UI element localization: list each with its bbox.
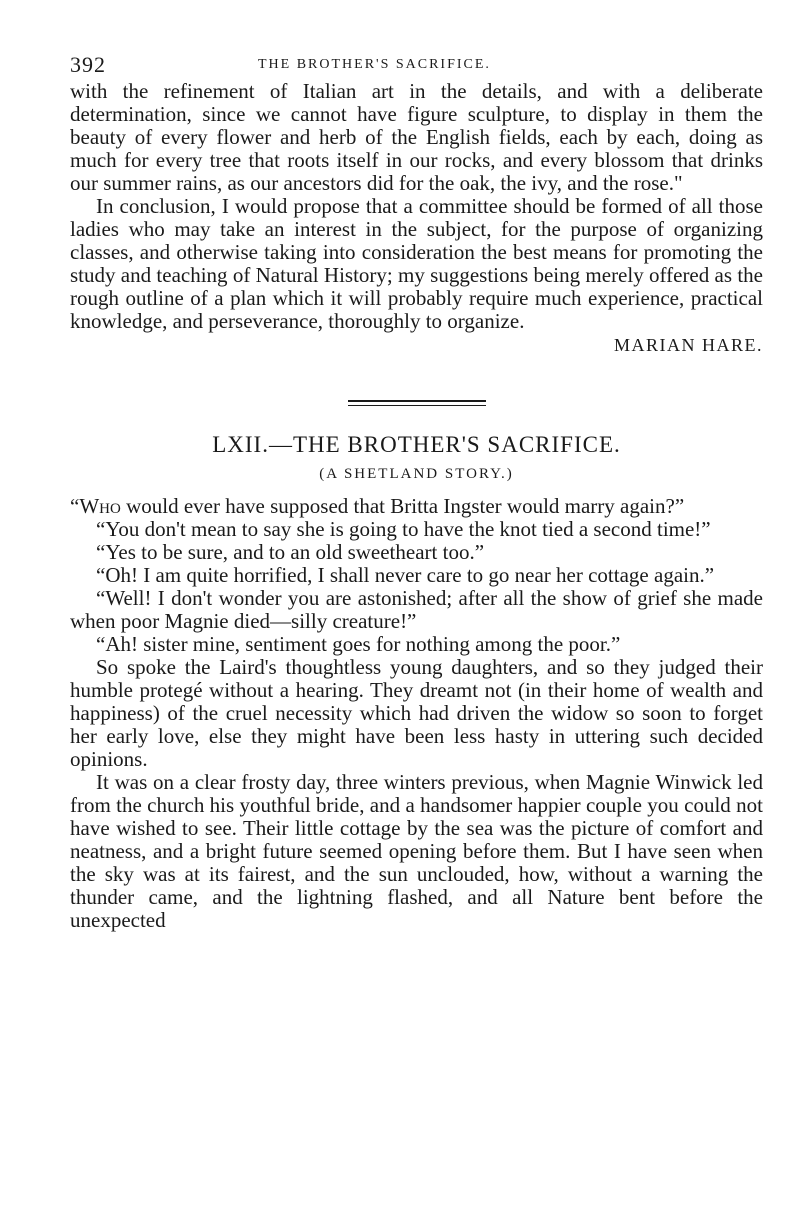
chapter-body	[70, 495, 763, 932]
section-divider	[348, 400, 486, 406]
chapter-paragraph: “You don't mean to say she is going to have the knot tied a second time!”	[96, 517, 711, 541]
chapter-paragraph: “Yes to be sure, and to an old sweetheart too.”	[96, 540, 485, 564]
first-paragraph-text: would ever have supposed that Britta Ingster would marry again?”	[120, 494, 685, 518]
running-title: THE BROTHER'S SACRIFICE.	[258, 57, 491, 72]
chapter-paragraph: So spoke the Laird's thoughtless young daughters, and so they judged their humble protegé without a hearing. They dreamt not (in their home of wealth and happiness) of the cruel necessity which had driven the widow so soon to forget her early love, else they might have been less hasty in uttering such decided opinions.	[70, 655, 763, 771]
chapter-paragraph	[70, 495, 763, 518]
page-number: 392	[70, 52, 106, 77]
running-head	[70, 52, 763, 80]
chapter-paragraph: It was on a clear frosty day, three winters previous, when Magnie Winwick led from the church his youthful bride, and a handsomer happier couple you could not have wished to see. Their little cottage by the sea was the picture of comfort and neatness, and a bright future seemed opening before them. But I have seen when the sky was at its fairest, and the sun unclouded, how, without a warning the thunder came, and the lightning flashed, and all Nature bent before the unexpected	[70, 770, 763, 932]
chapter-title: LXII.—THE BROTHER'S SACRIFICE.	[212, 432, 621, 457]
opening-quote: “	[70, 494, 80, 518]
chapter-paragraph: “Ah! sister mine, sentiment goes for nothing among the poor.”	[96, 632, 621, 656]
chapter-paragraph: “Well! I don't wonder you are astonished; after all the show of grief she made when poor Magnie died—silly creature!”	[70, 586, 763, 633]
first-word: Who	[79, 494, 121, 518]
author-signature: MARIAN HARE.	[613, 335, 763, 355]
divider-rule	[348, 405, 486, 406]
paragraph-conclusion: In conclusion, I would propose that a committee should be formed of all those ladies who may take an interest in the subject, for the purpose of organizing classes, and otherwise taking into consideration the best means for promoting the study and teaching of Natural History; my suggestions being merely offered as the rough outline of a plan which it will probably require much experience, practical knowledge, and perseverance, thoroughly to organize.	[70, 194, 763, 333]
book-page	[70, 52, 763, 932]
chapter-paragraph: “Oh! I am quite horrified, I shall never care to go near her cottage again.”	[96, 563, 715, 587]
paragraph-continued: with the refinement of Italian art in the details, and with a deliberate determination, since we cannot have figure sculpture, to display in them the beauty of every flower and herb of the English fields, each by each, doing as much for every tree that roots itself in our rocks, and every blossom that drinks our summer rains, as our ancestors did for the oak, the ivy, and the rose."	[70, 79, 763, 195]
divider-rule	[348, 400, 486, 402]
chapter-subtitle: (A SHETLAND STORY.)	[319, 466, 514, 482]
